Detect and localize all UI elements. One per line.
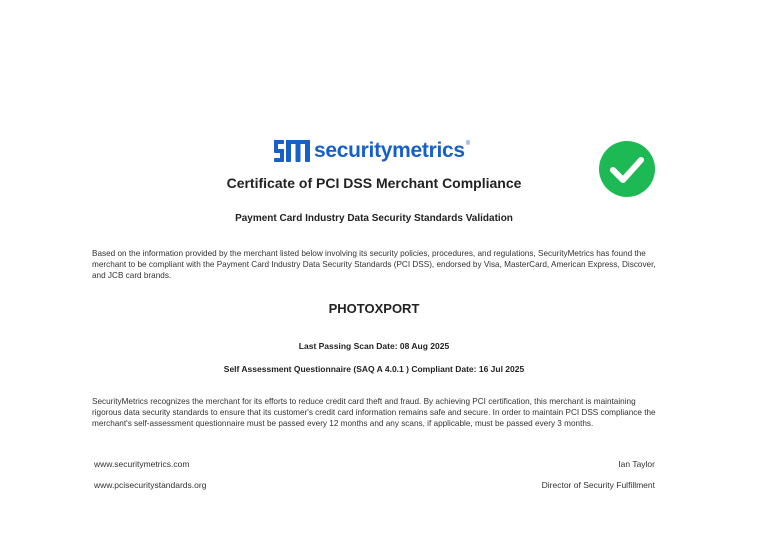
- registered-mark: ®: [465, 141, 471, 147]
- intro-paragraph: Based on the information provided by the merchant listed below involving its security policies, procedures, and regulations, SecurityMetrics has found the merchant to be compliant with the Payment Card Industry Data Security Standards (PCI DSS), endorsed by Visa, MasterCard, American Express, Discover, and JCB card brands.: [92, 249, 656, 280]
- pci-standards-website: www.pcisecuritystandards.org: [94, 480, 207, 490]
- closing-paragraph: SecurityMetrics recognizes the merchant for its efforts to reduce credit card theft and fraud. By achieving PCI certification, this merchant is maintaining rigorous data security standards to ensure that its customer's credit card information remains safe and secure. In order to maintain PCI DSS compliance the merchant's self-assessment questionnaire must be passed every 12 months and any scans, if applicable, must be passed every 3 months.: [92, 397, 656, 428]
- certificate-subtitle: Payment Card Industry Data Security Standards Validation: [235, 213, 513, 224]
- certificate-title: Certificate of PCI DSS Merchant Compliance: [226, 175, 522, 191]
- signer-name: Ian Taylor: [618, 459, 655, 469]
- saq-compliant-date: Self Assessment Questionnaire (SAQ A 4.0.1 ) Compliant Date: 16 Jul 2025: [223, 364, 525, 374]
- last-scan-date: Last Passing Scan Date: 08 Aug 2025: [298, 341, 450, 351]
- merchant-name: PHOTOXPORT: [328, 301, 420, 316]
- securitymetrics-logo: [274, 139, 470, 163]
- securitymetrics-website: www.securitymetrics.com: [94, 459, 190, 469]
- signer-title: Director of Security Fulfillment: [541, 480, 655, 490]
- securitymetrics-logo-icon: [274, 140, 310, 162]
- brand-name: securitymetrics: [314, 139, 465, 162]
